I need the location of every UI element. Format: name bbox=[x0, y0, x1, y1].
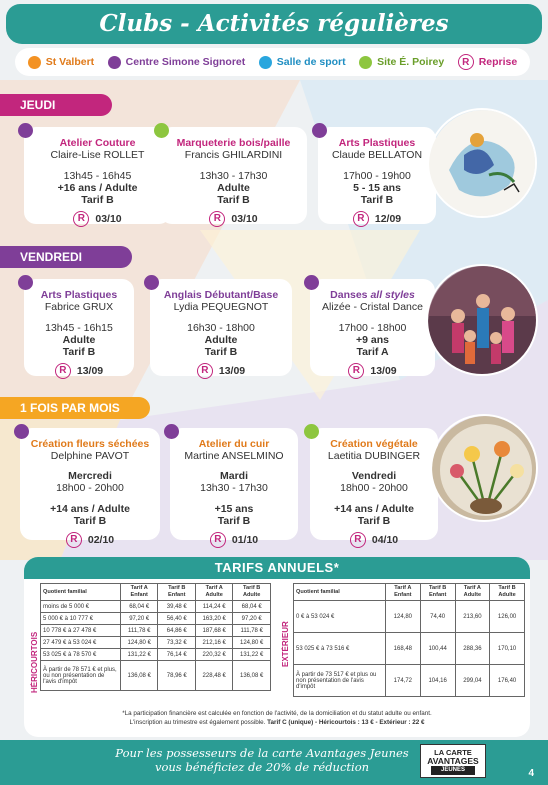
legend-label: Site É. Poirey bbox=[377, 56, 445, 68]
schedule: 13h30 - 17h30 bbox=[200, 482, 268, 494]
table-row bbox=[41, 601, 271, 613]
tarif: Tarif B bbox=[81, 194, 114, 206]
reprise-date bbox=[24, 211, 171, 227]
exterieur-label: EXTÉRIEUR bbox=[281, 621, 290, 668]
price-cell: 97,20 € bbox=[233, 613, 271, 625]
painting-photo bbox=[427, 108, 537, 218]
price-cell: 56,40 € bbox=[158, 613, 196, 625]
header-cell: Tarif B Enfant bbox=[158, 584, 196, 601]
reprise-value: 12/09 bbox=[374, 213, 402, 225]
blue-dot-icon bbox=[259, 56, 272, 69]
instructor: Claire-Lise ROLLET bbox=[50, 149, 145, 161]
page-title: Clubs - Activités régulières bbox=[6, 4, 542, 44]
price-cell: 76,14 € bbox=[158, 649, 196, 661]
schedule: 13h45 - 16h15 bbox=[45, 322, 113, 334]
activity-card bbox=[24, 127, 171, 224]
legend-item-site-poirey bbox=[359, 56, 444, 69]
dance-photo bbox=[426, 264, 538, 376]
audience: +16 ans / Adulte bbox=[57, 182, 138, 194]
price-cell: 228,48 € bbox=[196, 661, 233, 691]
price-cell: 114,24 € bbox=[196, 601, 233, 613]
activity-name: Création végétale bbox=[330, 438, 418, 450]
table-row bbox=[294, 665, 525, 697]
table-row bbox=[294, 633, 525, 665]
tarifs-note-1: *La participation financière est calculée en fonction de l'activité, de la domiciliation et du statut adulte ou enfant. bbox=[122, 710, 432, 717]
header-cell: Quotient familial bbox=[41, 584, 121, 601]
day-header-jeudi: JEUDI bbox=[0, 94, 112, 116]
purple-dot-icon bbox=[14, 424, 29, 439]
legend-item-salle-de-sport bbox=[259, 56, 346, 69]
price-cell: 73,32 € bbox=[158, 637, 196, 649]
reprise-date bbox=[20, 532, 160, 548]
audience: Adulte bbox=[62, 334, 96, 346]
activity-card bbox=[24, 279, 134, 376]
logo-line: JEUNES bbox=[431, 766, 475, 775]
header-cell: Tarif A Adulte bbox=[196, 584, 233, 601]
legend-label: Reprise bbox=[478, 56, 518, 68]
activity-card bbox=[310, 279, 435, 376]
header-cell: Quotient familial bbox=[294, 584, 386, 601]
legend bbox=[15, 48, 530, 76]
price-cell: 176,40 bbox=[490, 665, 525, 697]
activity-name-main: Danses bbox=[330, 289, 371, 301]
header-cell: Tarif A Adulte bbox=[455, 584, 490, 601]
price-cell: 168,48 bbox=[386, 633, 421, 665]
tarif: Tarif B bbox=[204, 346, 238, 358]
audience: Adulte bbox=[204, 334, 238, 346]
tarifs-note-2 bbox=[24, 719, 530, 728]
price-cell: 136,08 € bbox=[233, 661, 271, 691]
weekday: Mardi bbox=[219, 470, 248, 482]
legend-item-reprise bbox=[458, 54, 518, 70]
schedule: 13h30 - 17h30 bbox=[199, 170, 268, 182]
price-cell: 220,32 € bbox=[196, 649, 233, 661]
reprise-date bbox=[160, 211, 307, 227]
tarif: Tarif B bbox=[217, 194, 250, 206]
tarifs-title: TARIFS ANNUELS* bbox=[24, 557, 530, 579]
quotient-cell: 0 € à 53 024 € bbox=[294, 601, 386, 633]
header-cell: Tarif A Enfant bbox=[386, 584, 421, 601]
price-cell: 124,80 € bbox=[121, 637, 158, 649]
table-row bbox=[41, 649, 271, 661]
reprise-date bbox=[170, 532, 298, 548]
legend-label: St Valbert bbox=[45, 56, 95, 68]
activity-card bbox=[310, 428, 438, 546]
purple-dot-icon bbox=[144, 275, 159, 290]
price-cell: 64,86 € bbox=[158, 625, 196, 637]
green-dot-icon bbox=[359, 56, 372, 69]
activity-name: Atelier Couture bbox=[59, 137, 136, 149]
reprise-value: 02/10 bbox=[87, 534, 115, 546]
price-cell: 124,80 bbox=[386, 601, 421, 633]
header-cell: Tarif A Enfant bbox=[121, 584, 158, 601]
avantages-jeunes-logo bbox=[420, 744, 486, 778]
instructor: Claude BELLATON bbox=[331, 149, 423, 161]
day-header-vendredi: VENDREDI bbox=[0, 246, 132, 268]
reprise-value: 13/09 bbox=[370, 365, 397, 377]
reprise-icon: R bbox=[350, 532, 366, 548]
purple-dot-icon bbox=[18, 123, 33, 138]
header-cell: Tarif B Enfant bbox=[420, 584, 455, 601]
quotient-cell: 10 778 € à 27 478 € bbox=[41, 625, 121, 637]
promo-text bbox=[112, 746, 412, 774]
price-cell: 111,78 € bbox=[121, 625, 158, 637]
table-row bbox=[41, 661, 271, 691]
quotient-cell: 5 000 € à 10 777 € bbox=[41, 613, 121, 625]
quotient-cell: 53 025 € à 73 516 € bbox=[294, 633, 386, 665]
price-cell: 187,68 € bbox=[196, 625, 233, 637]
price-cell: 288,36 bbox=[455, 633, 490, 665]
schedule: 16h30 - 18h00 bbox=[187, 322, 255, 334]
price-cell: 170,10 bbox=[490, 633, 525, 665]
price-cell: 163,20 € bbox=[196, 613, 233, 625]
purple-dot-icon bbox=[18, 275, 33, 290]
promo-line: vous bénéficiez de 20% de réduction bbox=[154, 760, 370, 774]
reprise-icon: R bbox=[197, 363, 213, 379]
price-cell: 136,08 € bbox=[121, 661, 158, 691]
quotient-cell: 27 479 € à 53 024 € bbox=[41, 637, 121, 649]
instructor: Francis GHILARDINI bbox=[184, 149, 283, 161]
audience: +14 ans / Adulte bbox=[50, 503, 130, 515]
weekday: Mercredi bbox=[68, 470, 112, 482]
activity-name: Arts Plastiques bbox=[338, 137, 416, 149]
activity-name: Création fleurs séchées bbox=[30, 438, 150, 450]
legend-item-simone-signoret bbox=[108, 56, 246, 69]
price-cell: 68,04 € bbox=[121, 601, 158, 613]
activity-name: Marqueterie bois/paille bbox=[176, 137, 291, 149]
legend-label: Salle de sport bbox=[276, 56, 346, 68]
instructor: Martine ANSELMINO bbox=[184, 450, 284, 462]
reprise-date bbox=[24, 363, 134, 379]
green-dot-icon bbox=[154, 123, 169, 138]
price-cell: 111,78 € bbox=[233, 625, 271, 637]
instructor: Fabrice GRUX bbox=[44, 301, 114, 313]
reprise-icon: R bbox=[66, 532, 82, 548]
audience: +9 ans bbox=[356, 334, 389, 346]
tarif: Tarif B bbox=[73, 515, 107, 527]
reprise-date bbox=[310, 363, 435, 379]
reprise-icon: R bbox=[353, 211, 369, 227]
price-cell: 100,44 bbox=[420, 633, 455, 665]
purple-dot-icon bbox=[164, 424, 179, 439]
price-cell: 131,22 € bbox=[121, 649, 158, 661]
tarif: Tarif B bbox=[360, 194, 394, 206]
reprise-icon: R bbox=[210, 532, 226, 548]
schedule: 17h00 - 19h00 bbox=[343, 170, 411, 182]
instructor: Delphine PAVOT bbox=[50, 450, 130, 462]
purple-dot-icon bbox=[312, 123, 327, 138]
header-cell: Tarif B Adulte bbox=[233, 584, 271, 601]
reprise-icon: R bbox=[458, 54, 474, 70]
reprise-icon: R bbox=[209, 211, 225, 227]
price-cell: 39,48 € bbox=[158, 601, 196, 613]
audience: +14 ans / Adulte bbox=[334, 503, 414, 515]
activity-card bbox=[170, 428, 298, 546]
activity-name-italic: all styles bbox=[370, 289, 415, 301]
audience: +15 ans bbox=[214, 503, 254, 515]
audience: 5 - 15 ans bbox=[353, 182, 401, 194]
reprise-value: 13/09 bbox=[218, 365, 246, 377]
price-cell: 68,04 € bbox=[233, 601, 271, 613]
tarifs-panel bbox=[24, 557, 530, 737]
reprise-value: 01/10 bbox=[231, 534, 259, 546]
activity-card bbox=[318, 127, 436, 224]
price-cell: 212,16 € bbox=[196, 637, 233, 649]
price-cell: 78,96 € bbox=[158, 661, 196, 691]
table-row bbox=[41, 613, 271, 625]
reprise-icon: R bbox=[55, 363, 71, 379]
price-cell: 174,72 bbox=[386, 665, 421, 697]
legend-label: Centre Simone Signoret bbox=[125, 56, 246, 68]
schedule: 18h00 - 20h00 bbox=[56, 482, 124, 494]
price-cell: 104,16 bbox=[420, 665, 455, 697]
tarif: Tarif A bbox=[356, 346, 389, 358]
header-cell: Tarif B Adulte bbox=[490, 584, 525, 601]
tarifs-table-hericourtois bbox=[40, 583, 271, 691]
audience: Adulte bbox=[217, 182, 250, 194]
activity-card bbox=[150, 279, 292, 376]
price-cell: 124,80 € bbox=[233, 637, 271, 649]
green-dot-icon bbox=[304, 424, 319, 439]
legend-item-st-valbert bbox=[28, 56, 94, 69]
note-text: L'inscription au trimestre est également possible. bbox=[129, 719, 268, 726]
price-cell: 213,60 bbox=[455, 601, 490, 633]
instructor: Lydia PEQUEGNOT bbox=[173, 301, 269, 313]
reprise-icon: R bbox=[73, 211, 89, 227]
tarif: Tarif B bbox=[62, 346, 96, 358]
page-number: 4 bbox=[528, 768, 534, 779]
reprise-value: 13/09 bbox=[76, 365, 104, 377]
activity-name bbox=[310, 289, 435, 301]
table-row bbox=[41, 625, 271, 637]
quotient-cell: À partir de 73 517 € et plus ou non présentation de l'avis d'impôt bbox=[294, 665, 386, 697]
reprise-icon: R bbox=[348, 363, 364, 379]
orange-dot-icon bbox=[28, 56, 41, 69]
table-row bbox=[41, 637, 271, 649]
footer-band bbox=[0, 740, 548, 785]
weekday: Vendredi bbox=[351, 470, 397, 482]
activity-name: Atelier du cuir bbox=[198, 438, 270, 450]
activity-name: Anglais Débutant/Base bbox=[163, 289, 279, 301]
note-bold: Tarif C (unique) - Héricourtois : 13 € - Extérieur : 22 € bbox=[267, 719, 425, 726]
day-header-monthly: 1 FOIS PAR MOIS bbox=[0, 397, 150, 419]
price-cell: 299,04 bbox=[455, 665, 490, 697]
schedule: 18h00 - 20h00 bbox=[340, 482, 408, 494]
quotient-cell: 53 025 € à 78 570 € bbox=[41, 649, 121, 661]
table-row bbox=[294, 601, 525, 633]
instructor: Laetitia DUBINGER bbox=[327, 450, 421, 462]
reprise-value: 03/10 bbox=[95, 213, 122, 225]
logo-line: AVANTAGES bbox=[427, 756, 479, 766]
hericourtois-label: HÉRICOURTOIS bbox=[30, 631, 39, 693]
activity-card bbox=[160, 127, 307, 224]
quotient-cell: moins de 5 000 € bbox=[41, 601, 121, 613]
price-cell: 126,00 bbox=[490, 601, 525, 633]
purple-dot-icon bbox=[304, 275, 319, 290]
reprise-value: 03/10 bbox=[231, 213, 258, 225]
reprise-date bbox=[310, 532, 438, 548]
instructor: Alizée - Cristal Dance bbox=[322, 301, 423, 313]
reprise-date bbox=[318, 211, 436, 227]
purple-dot-icon bbox=[108, 56, 121, 69]
tarif: Tarif B bbox=[217, 515, 251, 527]
schedule: 17h00 - 18h00 bbox=[338, 322, 407, 334]
tarifs-table-exterieur bbox=[293, 583, 525, 697]
flowers-photo bbox=[430, 414, 538, 522]
schedule: 13h45 - 16h45 bbox=[63, 170, 132, 182]
activity-card bbox=[20, 428, 160, 546]
reprise-value: 04/10 bbox=[371, 534, 399, 546]
reprise-date bbox=[150, 363, 292, 379]
price-cell: 131,22 € bbox=[233, 649, 271, 661]
tarif: Tarif B bbox=[357, 515, 391, 527]
promo-line: Pour les possesseurs de la carte Avantages Jeunes bbox=[115, 746, 409, 760]
activity-name: Arts Plastiques bbox=[40, 289, 118, 301]
quotient-cell: À partir de 78 571 € et plus, ou non présentation de l'avis d'impôt bbox=[41, 661, 121, 691]
price-cell: 74,40 bbox=[420, 601, 455, 633]
price-cell: 97,20 € bbox=[121, 613, 158, 625]
logo-line: LA CARTE bbox=[434, 748, 472, 757]
